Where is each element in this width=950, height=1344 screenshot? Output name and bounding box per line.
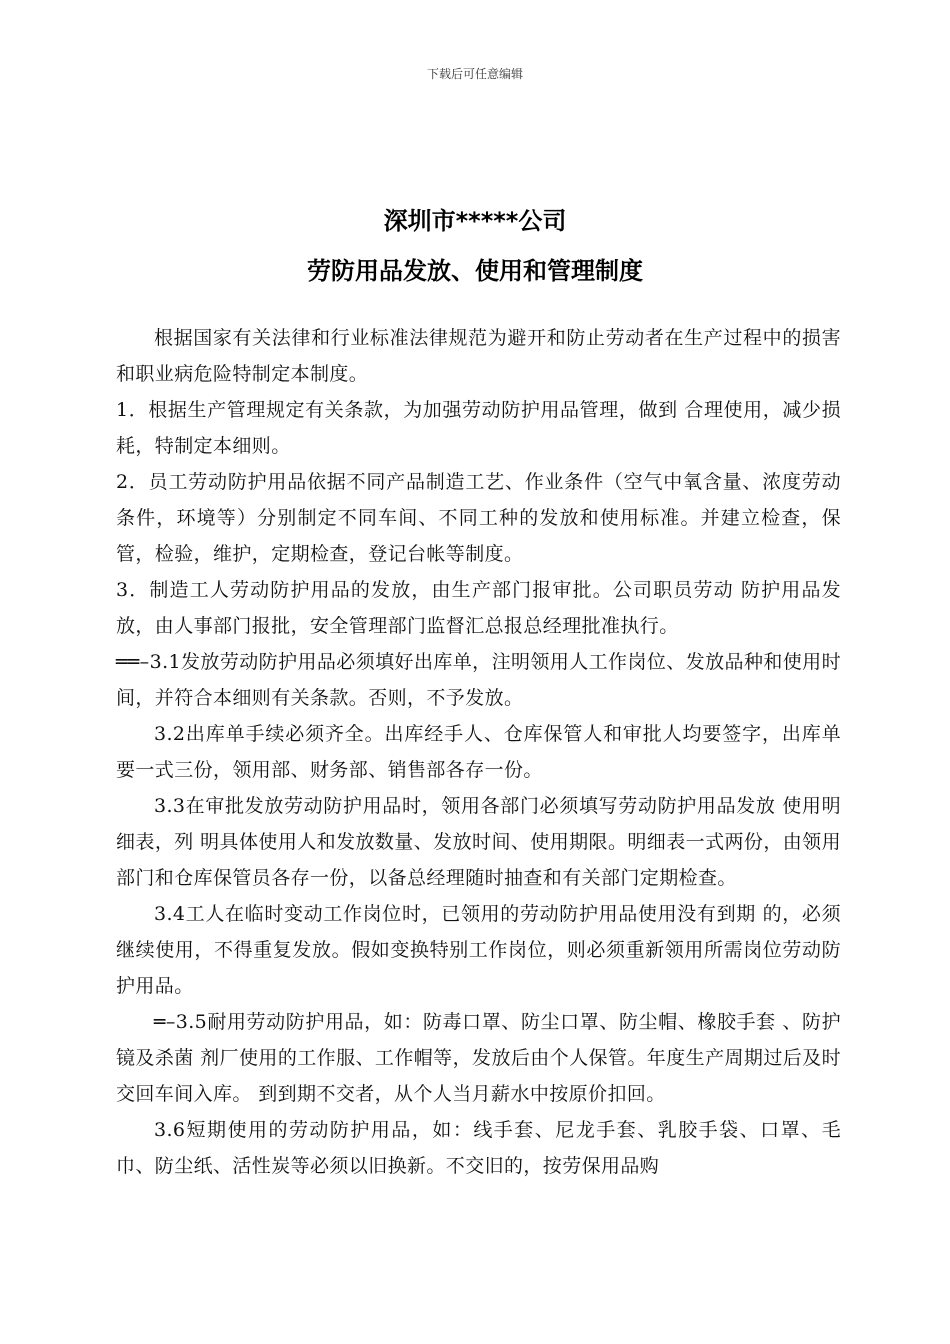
clause-3-6: 3.6短期使用的劳动防护用品，如：线手套、尼龙手套、乳胶手袋、口罩、毛巾、防尘纸、活性炭等必须以旧换新。不交旧的，按劳保用品购 — [116, 1119, 841, 1177]
clause-3-3: 3.3在审批发放劳动防护用品时，领用各部门必须填写劳动防护用品发放 使用明细表，列 明具体使用人和发放数量、发放时间、使用期限。明细表一式两份，由领用部门和仓库保管员各存一份，以备总经理随时抽查和有关部门定期检查。 — [116, 795, 841, 889]
clause-3-5: ═–3.5耐用劳动防护用品，如：防毒口罩、防尘口罩、防尘帽、橡胶手套 、防护镜及杀菌 剂厂使用的工作服、工作帽等，发放后由个人保管。年度生产周期过后及时交回车间入库。 到到期不交者，从个人当月薪水中按原价扣回。 — [116, 1011, 841, 1105]
clause-3-2: 3.2出库单手续必须齐全。出库经手人、仓库保管人和审批人均要签字，出库单要一式三份，领用部、财务部、销售部各存一份。 — [116, 723, 841, 781]
document-title-subject: 劳防用品发放、使用和管理制度 — [307, 257, 643, 285]
clause-2: 2．员工劳动防护用品依据不同产品制造工艺、作业条件（空气中氧含量、浓度劳动条件，环境等）分别制定不同车间、不同工种的发放和使用标准。并建立检查，保管，检验，维护，定期检查，登记台帐等制度。 — [116, 471, 841, 565]
document-title-company: 深圳市*****公司 — [383, 207, 567, 235]
document-body — [116, 320, 841, 1184]
clause-3-4: 3.4工人在临时变动工作岗位时，已领用的劳动防护用品使用没有到期 的，必须继续使用，不得重复发放。假如变换特别工作岗位，则必须重新领用所需岗位劳动防护用品。 — [116, 903, 841, 997]
intro-paragraph: 根据国家有关法律和行业标准法律规范为避开和防止劳动者在生产过程中的损害和职业病危险特制定本制度。 — [116, 327, 841, 385]
clause-1: 1．根据生产管理规定有关条款，为加强劳动防护用品管理，做到 合理使用，减少损耗，特制定本细则。 — [116, 399, 841, 457]
clause-3: 3．制造工人劳动防护用品的发放，由生产部门报审批。公司职员劳动 防护用品发放，由人事部门报批，安全管理部门监督汇总报总经理批准执行。 — [116, 579, 841, 637]
header-note: 下载后可任意编辑 — [426, 67, 523, 81]
clause-3-1: ══–3.1发放劳动防护用品必须填好出库单，注明领用人工作岗位、发放品种和使用时间，并符合本细则有关条款。否则，不予发放。 — [116, 651, 841, 709]
